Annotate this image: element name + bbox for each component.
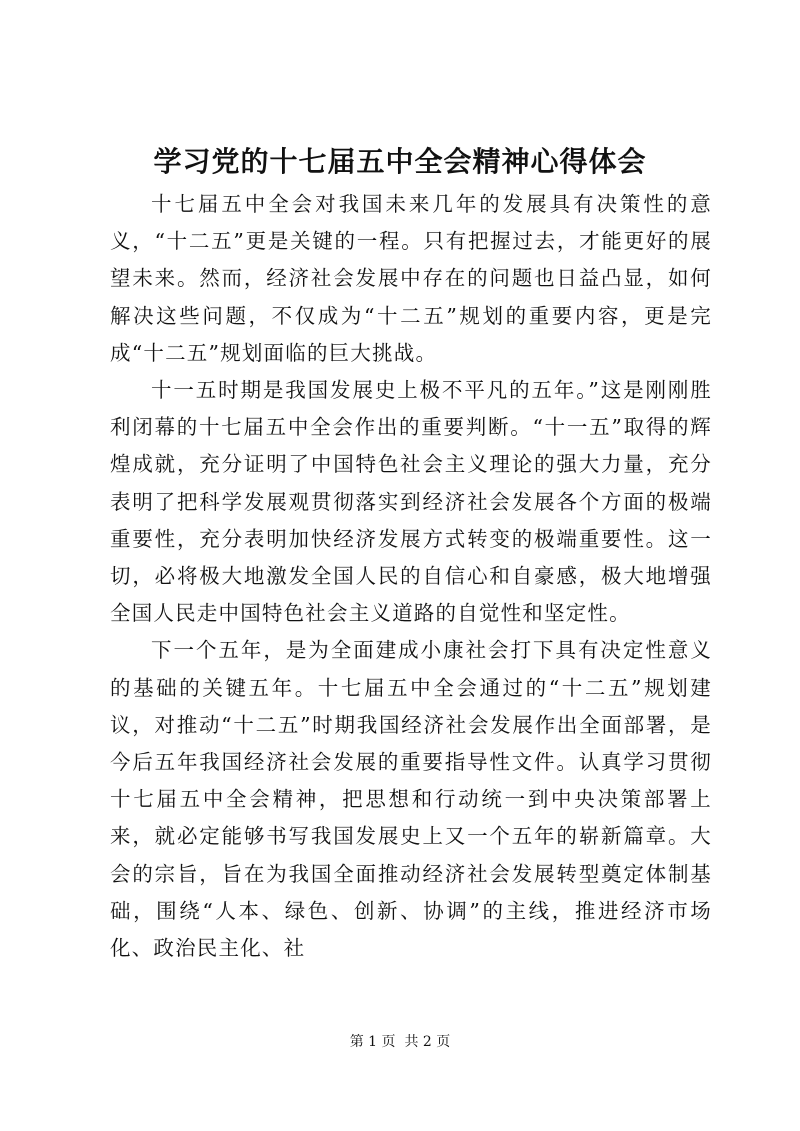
page-title: 学习党的十七届五中全会精神心得体会 (153, 145, 647, 178)
paragraph: 十七届五中全会对我国未来几年的发展具有决策性的意义，“十二五”更是关键的一程。只有把握过去，才能更好的展望未来。然而，经济社会发展中存在的问题也日益凸显，如何解决这些问题，不仅成为“十二五”规划的重要内容，更是完成“十二五”规划面临的巨大挑战。 (110, 192, 712, 365)
paragraph: 下一个五年，是为全面建成小康社会打下具有决定性意义的基础的关键五年。十七届五中全会通过的“十二五”规划建议，对推动“十二五”时期我国经济社会发展作出全面部署，是今后五年我国经济社会发展的重要指导性文件。认真学习贯彻十七届五中全会精神，把思想和行动统一到中央决策部署上来，就必定能够书写我国发展史上又一个五年的崭新篇章。大会的宗旨，旨在为我国全面推动经济社会发展转型奠定体制基础，围绕“人本、绿色、创新、协调”的主线，推进经济市场化、政治民主化、社 (110, 638, 712, 961)
page-number-label: 第 1 页 共 2 页 (349, 1034, 451, 1050)
page-footer (0, 1032, 800, 1052)
paragraph: 十一五时期是我国发展史上极不平凡的五年。”这是刚刚胜利闭幕的十七届五中全会作出的重要判断。“十一五”取得的辉煌成就，充分证明了中国特色社会主义理论的强大力量，充分表明了把科学发展观贯彻落实到经济社会发展各个方面的极端重要性，充分表明加快经济发展方式转变的极端重要性。这一切，必将极大地激发全国人民的自信心和自豪感，极大地增强全国人民走中国特色社会主义道路的自觉性和坚定性。 (110, 378, 712, 626)
document-body (110, 186, 712, 967)
